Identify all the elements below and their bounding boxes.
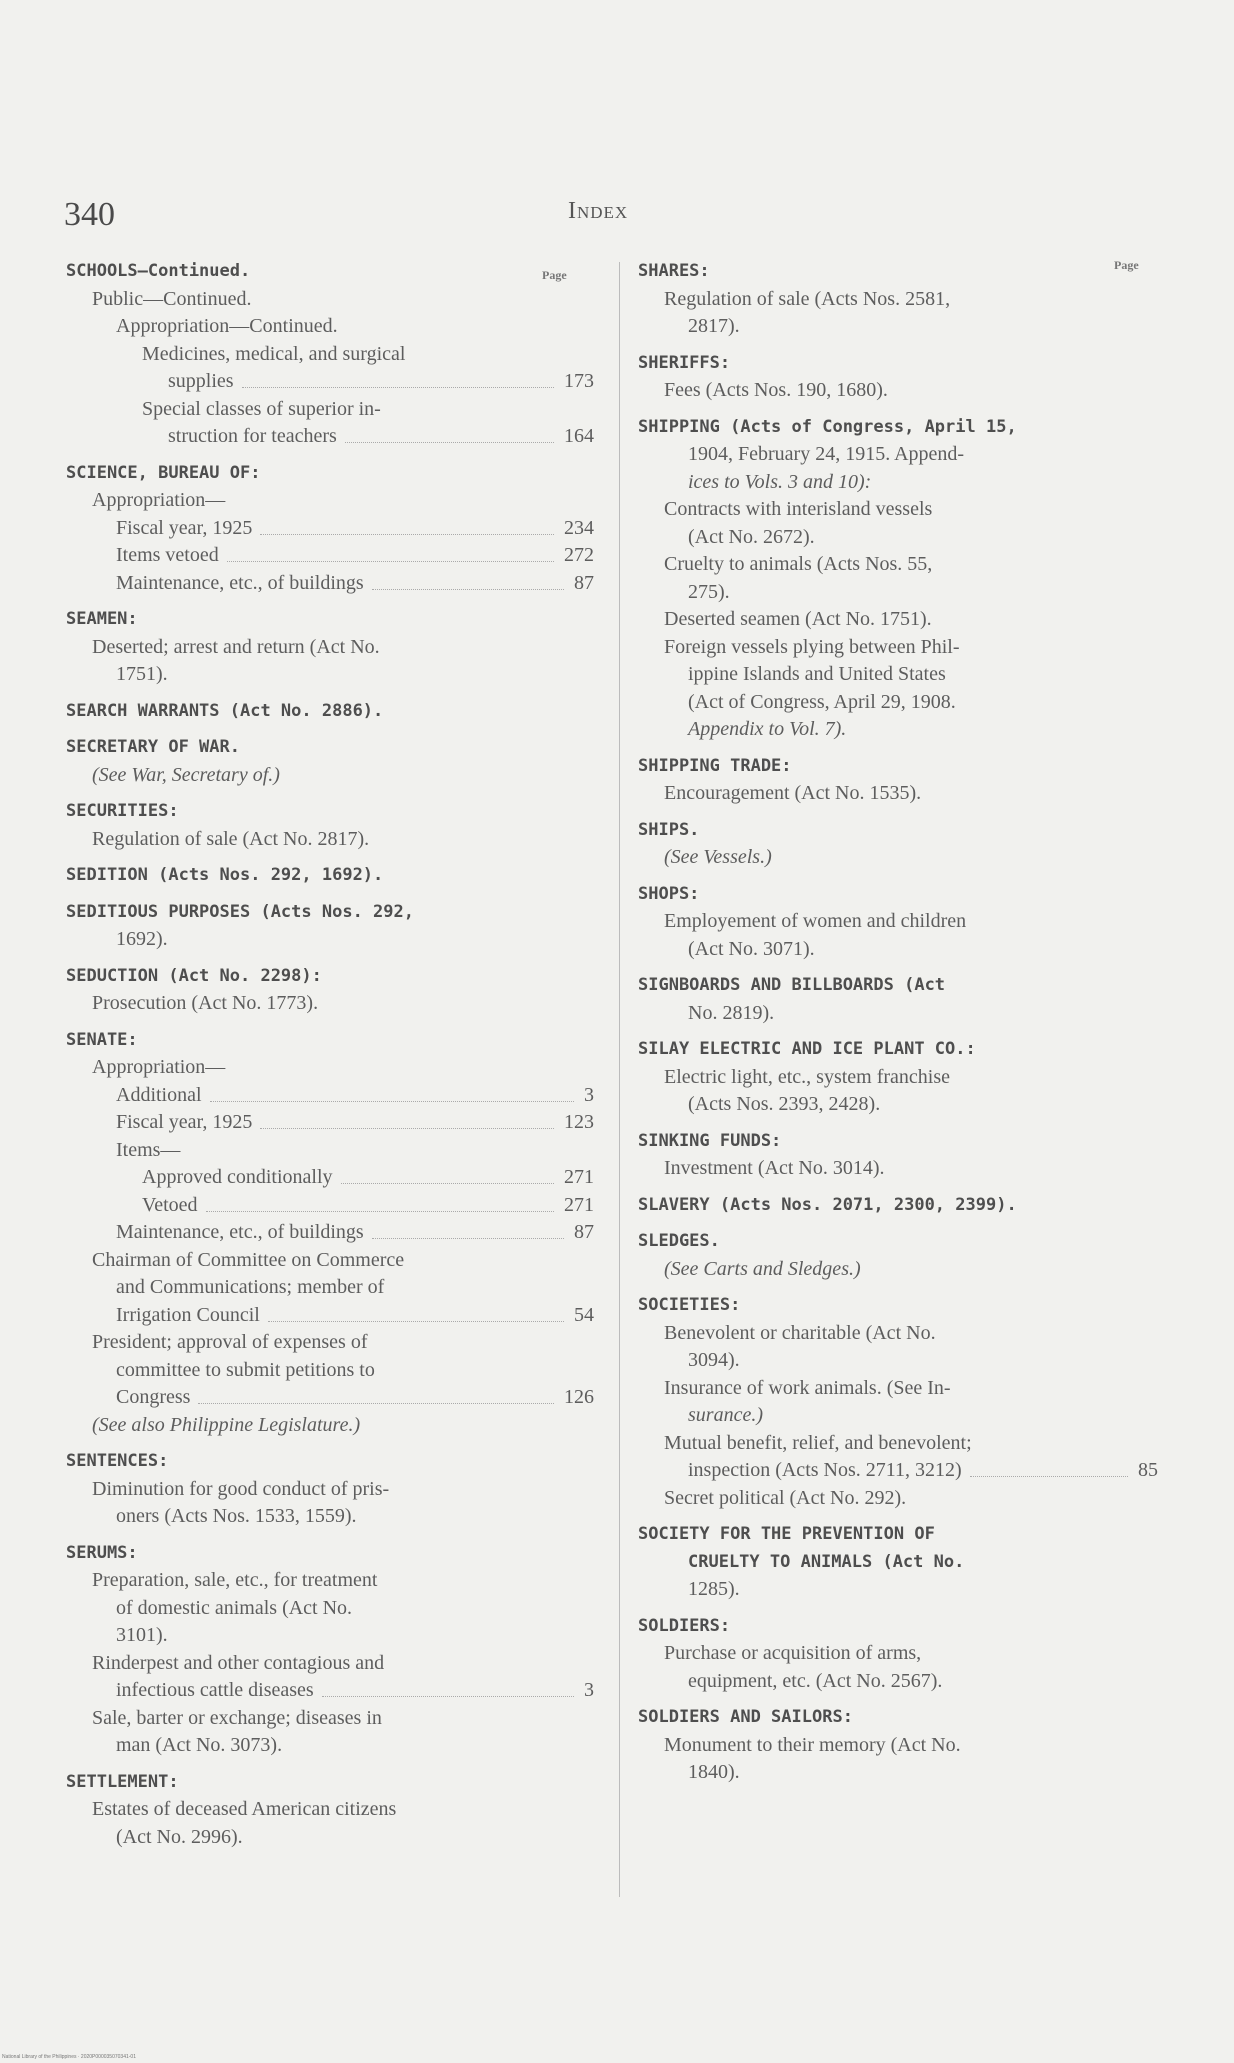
entry-text: man (Act No. 3073).: [116, 1734, 283, 1756]
entry-text: Congress: [116, 1386, 191, 1408]
entry-text: Deserted; arrest and return (Act No.: [92, 635, 380, 658]
entry-text: Estates of deceased American citizens: [92, 1798, 397, 1820]
index-heading: [638, 1613, 1158, 1641]
entry-gap: [638, 1695, 1158, 1704]
page-reference: 234: [564, 516, 594, 539]
index-heading: [66, 606, 594, 634]
entry-text: No. 2819).: [688, 1001, 775, 1024]
entry-text: Fiscal year, 1925: [116, 1111, 253, 1133]
index-entry: [638, 1064, 1158, 1092]
entry-text: Purchase or acquisition of arms,: [664, 1642, 922, 1664]
index-heading: [638, 1521, 1158, 1549]
index-entry: [638, 441, 1158, 469]
page-reference: 126: [564, 1386, 594, 1408]
index-heading: [66, 734, 594, 762]
index-entry: [638, 469, 1158, 497]
index-heading: [66, 258, 594, 286]
leader-dots: [198, 1384, 554, 1404]
entry-text: 3094).: [688, 1349, 740, 1371]
page-reference: 87: [574, 571, 594, 594]
page-title: Index: [568, 198, 629, 224]
entry-text: SHERIFFS:: [638, 352, 731, 373]
entry-text: SEDUCTION (Act No. 2298):: [66, 965, 322, 986]
index-heading: [638, 350, 1158, 378]
entry-text: SECRETARY OF WAR.: [66, 737, 240, 757]
entry-text: 1840).: [688, 1761, 740, 1783]
index-entry: [66, 1503, 594, 1531]
index-heading: [638, 1036, 1158, 1064]
leader-dots: [242, 368, 554, 388]
index-heading: [66, 1540, 594, 1568]
entry-text: 1751).: [116, 663, 168, 685]
entry-text: (Act No. 2672).: [688, 525, 815, 548]
entry-text: 3101).: [116, 1624, 168, 1646]
index-entry: [66, 368, 594, 396]
index-heading: [638, 1192, 1158, 1220]
entry-text: (See also Philippine Legislature.): [92, 1413, 361, 1436]
entry-text: 1692).: [116, 928, 168, 950]
entry-text: Contracts with interisland vessels: [664, 498, 933, 520]
index-entry: [66, 1329, 594, 1357]
entry-text: Foreign vessels plying between Phil-: [664, 635, 960, 658]
index-heading: [638, 753, 1158, 781]
entry-text: Prosecution (Act No. 1773).: [92, 992, 319, 1014]
entry-text: Special classes of superior in-: [142, 397, 381, 420]
index-entry: [638, 844, 1158, 872]
page-column-label-right: Page: [1114, 258, 1139, 272]
index-entry: [66, 1054, 594, 1082]
index-entry: [66, 1082, 594, 1110]
entry-text: SHIPS.: [638, 819, 700, 840]
entry-gap: [66, 597, 594, 606]
entry-text: ices to Vols. 3 and 10):: [688, 470, 872, 493]
entry-text: committee to submit petitions to: [116, 1358, 375, 1381]
entry-text: Preparation, sale, etc., for treatment: [92, 1569, 378, 1591]
index-entry: [638, 689, 1158, 717]
index-entry: [638, 1091, 1158, 1119]
entry-gap: [66, 954, 594, 963]
index-entry: [638, 313, 1158, 341]
index-entry: [66, 542, 594, 570]
index-entry: [638, 551, 1158, 579]
index-entry: [66, 1109, 594, 1137]
page-reference: 3: [584, 1083, 594, 1106]
index-entry: [66, 423, 594, 451]
entry-gap: [638, 1183, 1158, 1192]
entry-text: Appropriation—Continued.: [116, 315, 338, 337]
page-reference: 271: [564, 1166, 594, 1188]
entry-text: SILAY ELECTRIC AND ICE PLANT CO.:: [638, 1039, 976, 1059]
leader-dots: [345, 423, 554, 443]
entry-gap: [66, 1531, 594, 1540]
leader-dots: [970, 1457, 1128, 1477]
entry-text: 2817).: [688, 315, 740, 337]
entry-text: Employement of women and children: [664, 910, 967, 932]
index-entry: [638, 780, 1158, 808]
entry-text: CRUELTY TO ANIMALS (Act No.: [688, 1551, 965, 1572]
entry-text: Items vetoed: [116, 544, 219, 566]
page-reference: 272: [564, 544, 594, 566]
entry-gap: [638, 1119, 1158, 1128]
index-entry: [66, 341, 594, 369]
entry-text: SENATE:: [66, 1029, 138, 1050]
entry-text: Electric light, etc., system franchise: [664, 1065, 951, 1088]
entry-text: SETTLEMENT:: [66, 1771, 179, 1792]
entry-text: (See Carts and Sledges.): [664, 1257, 861, 1280]
entry-text: inspection (Acts Nos. 2711, 3212): [688, 1459, 962, 1481]
page-reference: 123: [564, 1111, 594, 1133]
entry-text: Insurance of work animals. (See In-: [664, 1376, 951, 1399]
index-heading: [66, 1448, 594, 1476]
index-entry: [638, 606, 1158, 634]
index-entry: [66, 1192, 594, 1220]
entry-gap: [66, 725, 594, 734]
entry-gap: [638, 808, 1158, 817]
index-entry: [66, 1650, 594, 1678]
entry-text: Approved conditionally: [142, 1166, 333, 1188]
entry-text: SHIPPING (Acts of Congress, April 15,: [638, 416, 1017, 437]
leader-dots: [206, 1192, 554, 1212]
entry-text: Chairman of Committee on Commerce: [92, 1248, 405, 1271]
entry-text: SOLDIERS AND SAILORS:: [638, 1707, 853, 1727]
entry-text: Vetoed: [142, 1193, 198, 1216]
index-entry: [638, 1485, 1158, 1513]
index-entry: [638, 634, 1158, 662]
entry-text: Maintenance, etc., of buildings: [116, 1221, 364, 1243]
entry-text: Appropriation—: [92, 489, 226, 511]
index-heading: [638, 817, 1158, 845]
entry-text: (Act No. 2996).: [116, 1825, 243, 1848]
page-reference: 271: [564, 1193, 594, 1216]
entry-text: (Act of Congress, April 29, 1908.: [688, 690, 956, 713]
index-entry: [66, 1595, 594, 1623]
index-entry: [638, 716, 1158, 744]
index-entry: [66, 515, 594, 543]
index-entry: [66, 1137, 594, 1165]
page-reference: 173: [564, 370, 594, 392]
leader-dots: [260, 515, 554, 535]
entry-text: Secret political (Act No. 292).: [664, 1486, 907, 1509]
index-column-left: [66, 258, 594, 1851]
entry-gap: [66, 1760, 594, 1769]
index-heading: [638, 414, 1158, 442]
entry-text: Items—: [116, 1138, 181, 1161]
leader-dots: [268, 1302, 564, 1322]
entry-text: Mutual benefit, relief, and benevolent;: [664, 1431, 972, 1454]
index-entry: [638, 1256, 1158, 1284]
index-entry: [638, 1402, 1158, 1430]
entry-text: Monument to their memory (Act No.: [664, 1733, 961, 1756]
index-entry: [638, 936, 1158, 964]
entry-gap: [638, 872, 1158, 881]
entry-text: SIGNBOARDS AND BILLBOARDS (Act: [638, 975, 946, 995]
index-entry: [66, 396, 594, 424]
index-entry: [638, 908, 1158, 936]
entry-gap: [638, 1027, 1158, 1036]
entry-text: Public—Continued.: [92, 287, 252, 310]
index-entry: [66, 1384, 594, 1412]
page-reference: 87: [574, 1221, 594, 1243]
entry-text: Fees (Acts Nos. 190, 1680).: [664, 379, 888, 401]
index-entry: [638, 286, 1158, 314]
entry-text: SOLDIERS:: [638, 1615, 731, 1636]
index-entry: [638, 524, 1158, 552]
scan-footer: National Library of the Philippines · 2020P000035070341-01: [2, 2054, 136, 2060]
entry-text: SENTENCES:: [66, 1451, 169, 1471]
entry-text: Appendix to Vol. 7).: [688, 718, 847, 740]
index-entry: [66, 1705, 594, 1733]
entry-text: and Communications; member of: [116, 1276, 385, 1298]
entry-gap: [638, 963, 1158, 972]
entry-gap: [66, 689, 594, 698]
index-heading: [66, 1027, 594, 1055]
index-entry: [638, 661, 1158, 689]
page-number: 340: [64, 196, 115, 233]
leader-dots: [322, 1677, 574, 1697]
entry-gap: [638, 744, 1158, 753]
index-heading: [66, 460, 594, 488]
entry-text: SHARES:: [638, 261, 710, 281]
index-entry: [66, 762, 594, 790]
entry-text: SCIENCE, BUREAU OF:: [66, 462, 261, 483]
index-entry: [66, 1274, 594, 1302]
entry-text: SLEDGES.: [638, 1231, 720, 1251]
entry-gap: [66, 853, 594, 862]
entry-gap: [66, 789, 594, 798]
entry-text: Cruelty to animals (Acts Nos. 55,: [664, 553, 933, 575]
entry-text: SHOPS:: [638, 883, 700, 904]
index-entry: [66, 826, 594, 854]
index-heading: [66, 798, 594, 826]
index-entry: [638, 1457, 1158, 1485]
index-entry: [638, 1000, 1158, 1028]
index-entry: [638, 579, 1158, 607]
entry-text: 1904, February 24, 1915. Append-: [688, 443, 965, 465]
entry-text: SECURITIES:: [66, 801, 179, 821]
entry-text: Appropriation—: [92, 1056, 226, 1078]
entry-text: Sale, barter or exchange; diseases in: [92, 1706, 382, 1729]
entry-text: Rinderpest and other contagious and: [92, 1651, 385, 1674]
entry-text: President; approval of expenses of: [92, 1331, 368, 1353]
index-heading: [66, 1769, 594, 1797]
index-entry: [66, 487, 594, 515]
entry-text: 275).: [688, 580, 730, 603]
index-entry: [66, 1302, 594, 1330]
entry-text: SOCIETIES:: [638, 1295, 741, 1315]
entry-text: Regulation of sale (Acts Nos. 2581,: [664, 287, 951, 310]
entry-text: SLAVERY (Acts Nos. 2071, 2300, 2399).: [638, 1194, 1017, 1215]
index-entry: [66, 1824, 594, 1852]
entry-text: SINKING FUNDS:: [638, 1130, 782, 1151]
index-entry: [638, 1732, 1158, 1760]
index-heading: [638, 881, 1158, 909]
entry-gap: [66, 1439, 594, 1448]
entry-gap: [638, 1283, 1158, 1292]
entry-text: Encouragement (Act No. 1535).: [664, 782, 922, 804]
entry-text: (Act No. 3071).: [688, 937, 815, 960]
entry-text: (See War, Secretary of.): [92, 763, 280, 786]
index-entry: [66, 570, 594, 598]
entry-gap: [638, 1219, 1158, 1228]
index-entry: [66, 1476, 594, 1504]
index-entry: [66, 1412, 594, 1440]
page-reference: 54: [574, 1303, 594, 1326]
index-heading: [66, 963, 594, 991]
entry-gap: [66, 1018, 594, 1027]
leader-dots: [260, 1109, 554, 1129]
leader-dots: [372, 570, 564, 590]
index-entry: [638, 1430, 1158, 1458]
page-column-label-left: Page: [542, 268, 567, 282]
index-heading: [638, 972, 1158, 1000]
index-entry: [66, 634, 594, 662]
entry-text: oners (Acts Nos. 1533, 1559).: [116, 1505, 357, 1527]
entry-text: infectious cattle diseases: [116, 1679, 314, 1701]
index-entry: [66, 1796, 594, 1824]
entry-text: SEDITION (Acts Nos. 292, 1692).: [66, 865, 384, 885]
entry-text: Irrigation Council: [116, 1303, 260, 1326]
index-entry: [66, 1732, 594, 1760]
index-entry: [638, 1640, 1158, 1668]
index-entry: [638, 1668, 1158, 1696]
entry-gap: [638, 1604, 1158, 1613]
leader-dots: [372, 1219, 564, 1239]
index-entry: [66, 1219, 594, 1247]
entry-text: of domestic animals (Act No.: [116, 1596, 353, 1619]
entry-text: SHIPPING TRADE:: [638, 755, 792, 776]
index-entry: [638, 1347, 1158, 1375]
index-entry: [638, 1576, 1158, 1604]
entry-text: Investment (Act No. 3014).: [664, 1157, 885, 1179]
entry-text: surance.): [688, 1404, 763, 1426]
index-heading: [638, 1128, 1158, 1156]
index-entry: [66, 1567, 594, 1595]
entry-text: SEAMEN:: [66, 609, 138, 629]
entry-text: Diminution for good conduct of pris-: [92, 1477, 390, 1500]
entry-text: SOCIETY FOR THE PREVENTION OF: [638, 1524, 935, 1544]
leader-dots: [210, 1082, 574, 1102]
page-reference: 85: [1138, 1459, 1158, 1481]
entry-text: Regulation of sale (Act No. 2817).: [92, 827, 370, 850]
index-heading: [66, 899, 594, 927]
index-entry: [66, 661, 594, 689]
index-heading: [66, 698, 594, 726]
entry-text: ippine Islands and United States: [688, 663, 946, 685]
index-entry: [66, 1357, 594, 1385]
entry-gap: [66, 451, 594, 460]
index-entry: [66, 1622, 594, 1650]
entry-text: Fiscal year, 1925: [116, 516, 253, 539]
entry-gap: [66, 890, 594, 899]
leader-dots: [341, 1164, 554, 1184]
index-heading: [638, 1704, 1158, 1732]
index-heading: [638, 1228, 1158, 1256]
entry-text: supplies: [168, 370, 234, 392]
index-entry: [66, 313, 594, 341]
index-entry: [66, 926, 594, 954]
entry-text: SEDITIOUS PURPOSES (Acts Nos. 292,: [66, 901, 414, 922]
entry-text: 1285).: [688, 1578, 740, 1600]
index-heading: [638, 258, 1158, 286]
entry-text: (Acts Nos. 2393, 2428).: [688, 1093, 881, 1115]
index-entry: [638, 496, 1158, 524]
index-entry: [66, 1247, 594, 1275]
index-entry: [638, 377, 1158, 405]
index-entry: [638, 1375, 1158, 1403]
index-entry: [638, 1155, 1158, 1183]
entry-text: SERUMS:: [66, 1542, 138, 1563]
entry-gap: [638, 405, 1158, 414]
entry-text: Medicines, medical, and surgical: [142, 342, 406, 365]
index-entry: [66, 1164, 594, 1192]
entry-text: SCHOOLS—Continued.: [66, 261, 251, 281]
entry-text: Additional: [116, 1083, 202, 1106]
index-entry: [66, 1677, 594, 1705]
index-column-right: [638, 258, 1158, 1787]
index-heading: [638, 1549, 1158, 1577]
index-entry: [66, 990, 594, 1018]
entry-text: (See Vessels.): [664, 846, 772, 868]
entry-text: struction for teachers: [168, 425, 337, 447]
leader-dots: [227, 542, 554, 562]
entry-gap: [638, 341, 1158, 350]
index-heading: [66, 862, 594, 890]
entry-text: SEARCH WARRANTS (Act No. 2886).: [66, 700, 384, 721]
page-reference: 164: [564, 425, 594, 447]
index-heading: [638, 1292, 1158, 1320]
entry-text: Deserted seamen (Act No. 1751).: [664, 608, 932, 630]
page-reference: 3: [584, 1679, 594, 1701]
column-divider: [619, 262, 620, 1897]
entry-text: equipment, etc. (Act No. 2567).: [688, 1669, 943, 1692]
index-entry: [638, 1320, 1158, 1348]
entry-text: Maintenance, etc., of buildings: [116, 571, 364, 594]
entry-gap: [638, 1512, 1158, 1521]
index-entry: [66, 286, 594, 314]
entry-text: Benevolent or charitable (Act No.: [664, 1321, 936, 1344]
index-entry: [638, 1759, 1158, 1787]
